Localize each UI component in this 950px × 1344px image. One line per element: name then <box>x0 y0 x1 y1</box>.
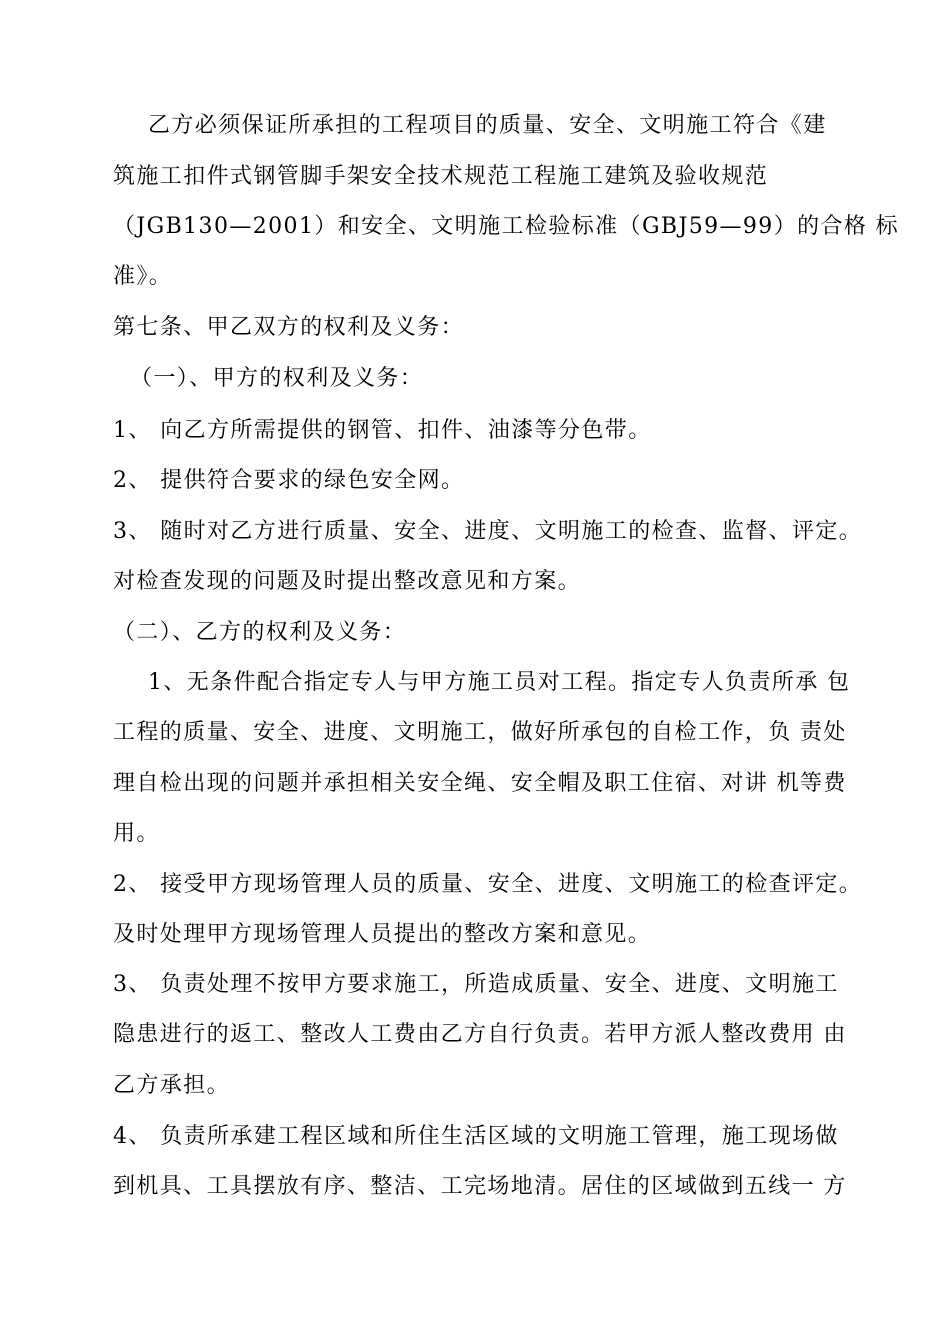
list-item: 2、 接受甲方现场管理人员的质量、安全、进度、文明施工的检查评定。 <box>113 872 863 897</box>
paragraph-line: 到机具、工具摆放有序、整洁、工完场地清。居住的区域做到五线一 方 <box>113 1174 847 1199</box>
list-item: 3、 负责处理不按甲方要求施工，所造成质量、安全、进度、文明施工 <box>113 972 839 997</box>
article-heading: 第七条、甲乙双方的权利及义务： <box>113 315 465 340</box>
paragraph-line: 用。 <box>113 821 160 846</box>
paragraph-line: 及时处理甲方现场管理人员提出的整改方案和意见。 <box>113 922 652 947</box>
list-item: 1、 向乙方所需提供的钢管、扣件、油漆等分色带。 <box>113 418 652 443</box>
paragraph-line: 对检查发现的问题及时提出整改意见和方案。 <box>113 569 582 594</box>
paragraph-line: 乙方必须保证所承担的工程项目的质量、安全、文明施工符合《建 <box>148 113 827 138</box>
paragraph-line: 准》。 <box>113 264 173 289</box>
paragraph-line: 工程的质量、安全、进度、文明施工，做好所承包的自检工作，负 责处 <box>113 720 847 745</box>
paragraph-line: 理自检出现的问题并承担相关安全绳、安全帽及职工住宿、对讲 机等费 <box>113 771 847 796</box>
section-heading: （一）、甲方的权利及义务： <box>130 366 424 391</box>
paragraph-line: 隐患进行的返工、整改人工费由乙方自行负责。若甲方派人整改费用 由 <box>113 1022 847 1047</box>
list-item: 2、 提供符合要求的绿色安全网。 <box>113 468 465 493</box>
section-heading: （二）、乙方的权利及义务： <box>113 620 407 645</box>
paragraph-line: （JGB130—2001）和安全、文明施工检验标准（GBJ59—99）的合格 标 <box>113 214 900 239</box>
list-item: 1、无条件配合指定专人与甲方施工员对工程。指定专人负责所承 包 <box>148 670 851 695</box>
paragraph-line: 乙方承担。 <box>113 1073 231 1098</box>
list-item: 4、 负责所承建工程区域和所住生活区域的文明施工管理，施工现场做 <box>113 1124 839 1149</box>
paragraph-line: 筑施工扣件式钢管脚手架安全技术规范工程施工建筑及验收规范 <box>113 164 769 189</box>
list-item: 3、 随时对乙方进行质量、安全、进度、文明施工的检查、监督、评定。 <box>113 519 863 544</box>
